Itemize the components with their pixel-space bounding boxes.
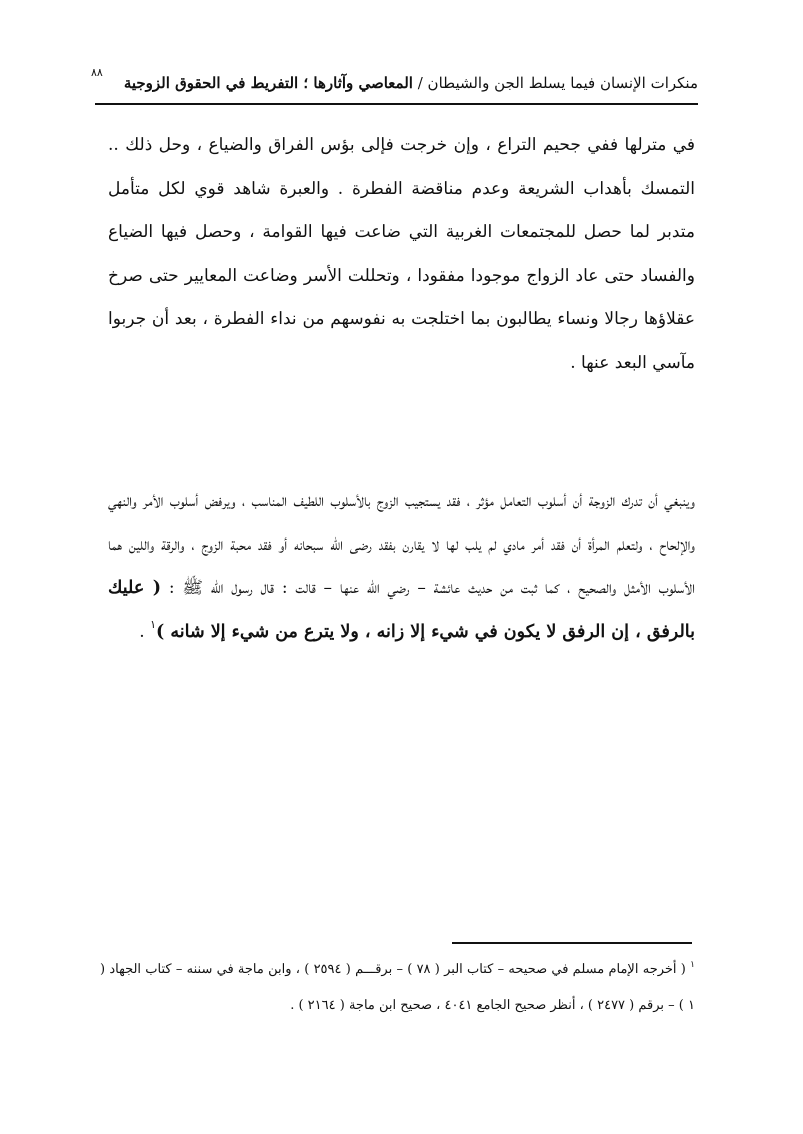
footnote-reference[interactable]: ١ [150,617,156,631]
footnote [100,952,695,1024]
hadith-quote: ( عليك بالرفق ، إن الرفق لا يكون في شيء إلا زانه ، ولا يترع من شيء إلا شانه ) [108,578,695,642]
header-chapter-title: المعاصي وآثارها ؛ التفريط في الحقوق الزوجية [123,74,413,92]
header-title [124,74,698,92]
page-number: ٨٨ [91,66,103,79]
paragraph-2-end: . [139,621,151,642]
paragraph-2-text: وينبغي أن تدرك الزوجة أن أسلوب التعامل مؤثر ، فقد يستجيب الزوج بالأسلوب اللطيف المناسب ، ويرفض أسلوب الأمر والنهي والإلحاح ، ولتعلم المرأة أن فقد أمر مادي لم يلب لها لا يقارن بفقد رضى الله سبحانه أو فقد محبة الزوج ، والرقة واللين هما الأسلوب الأمثل والصحيح ، كما ثبت من حديث عائشة – رضي الله عنها – قالت : قال رسول الله ﷺ : [108,491,696,598]
header-book-title: منكرات الإنسان فيما يسلط الجن والشيطان / [412,74,698,92]
footnote-text: ( أخرجه الإمام مسلم في صحيحه – كتاب البر ( ٧٨ ) – برقـــم ( ٢٥٩٤ ) ، وابن ماجة في سننه – كتاب الجهاد ( ١ ) – برقم ( ٢٤٧٧ ) ، أنظر صحيح الجامع ٤٠٤١ ، صحيح ابن ماجة ( ٢١٦٤ ) . [100,962,695,1013]
body-paragraph-1: في مترلها ففي جحيم التراع ، وإن خرجت فإلى بؤس الفراق والضياع ، وحل ذلك .. التمسك بأهداب الشريعة وعدم مناقضة الفطرة . والعبرة شاهد قوي لكل متأمل متدبر لما حصل للمجتمعات الغربية التي ضاعت فيها القوامة ، وحصل فيها الضياع والفساد حتى عاد الزواج موجودا مفقودا ، وتحللت الأسر وضاعت المعايير حتى صرخ عقلاؤها رجالا ونساء يطالبون بما اختلجت به نفوسهم من نداء الفطرة ، بعد أن جربوا مآسي البعد عنها . [108,135,695,373]
body-paragraph-2 [108,480,695,654]
footnote-marker: ١ [690,960,695,970]
running-header [91,66,698,100]
footnote-rule [452,942,692,944]
header-rule [95,103,698,105]
